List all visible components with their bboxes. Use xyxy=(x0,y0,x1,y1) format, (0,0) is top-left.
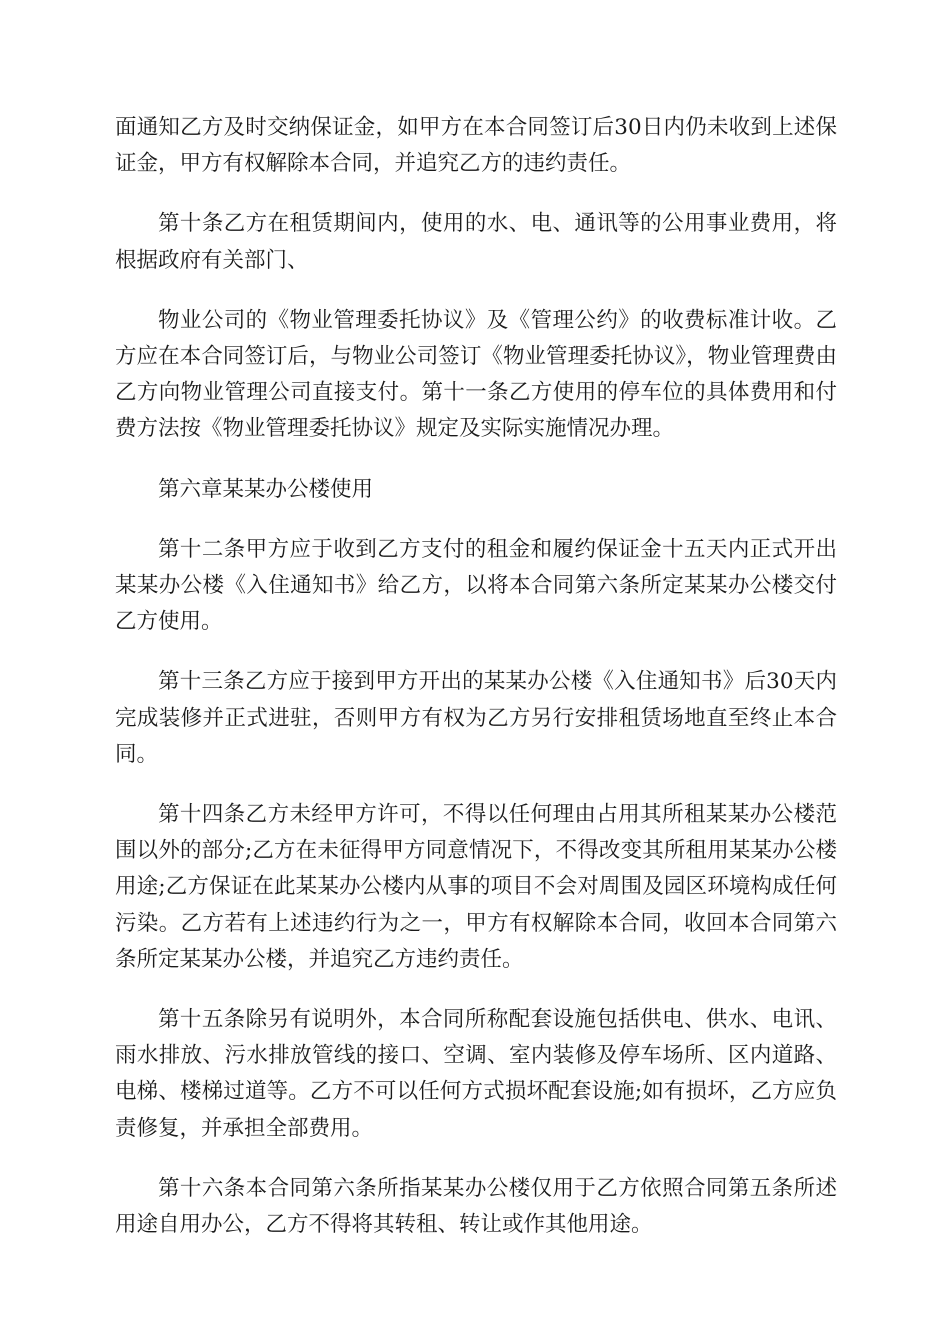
paragraph-article-13: 第十三条乙方应于接到甲方开出的某某办公楼《入住通知书》后30天内完成装修并正式进驻，否则甲方有权为乙方另行安排租赁场地直至终止本合同。 xyxy=(115,669,837,767)
paragraph-article-12: 第十二条甲方应于收到乙方支付的租金和履约保证金十五天内正式开出某某办公楼《入住通知书》给乙方，以将本合同第六条所定某某办公楼交付乙方使用。 xyxy=(115,536,837,635)
paragraph-article-14: 第十四条乙方未经甲方许可，不得以任何理由占用其所租某某办公楼范围以外的部分;乙方在未征得甲方同意情况下，不得改变其所租用某某办公楼用途;乙方保证在此某某办公楼内从事的项目不会对周围及园区环境构成任何污染。乙方若有上述违约行为之一，甲方有权解除本合同，收回本合同第六条所定某某办公楼，并追究乙方违约责任。 xyxy=(115,802,837,972)
paragraph-article-15: 第十五条除另有说明外，本合同所称配套设施包括供电、供水、电讯、雨水排放、污水排放管线的接口、空调、室内装修及停车场所、区内道路、电梯、楼梯过道等。乙方不可以任何方式损坏配套设施;如有损坏，乙方应负责修复，并承担全部费用。 xyxy=(115,1007,837,1141)
chapter-heading-6: 第六章某某办公楼使用 xyxy=(158,476,374,502)
document-body xyxy=(115,110,837,1267)
paragraph-deposit-notice: 面通知乙方及时交纳保证金，如甲方在本合同签订后30日内仍未收到上述保证金，甲方有权解除本合同，并追究乙方的违约责任。 xyxy=(115,115,837,177)
paragraph-property-fees: 物业公司的《物业管理委托协议》及《管理公约》的收费标准计收。乙方应在本合同签订后，与物业公司签订《物业管理委托协议》，物业管理费由乙方向物业管理公司直接支付。第十一条乙方使用的停车位的具体费用和付费方法按《物业管理委托协议》规定及实际实施情况办理。 xyxy=(115,307,837,442)
paragraph-article-10: 第十条乙方在租赁期间内，使用的水、电、通讯等的公用事业费用，将根据政府有关部门、 xyxy=(115,211,837,273)
paragraph-article-16: 第十六条本合同第六条所指某某办公楼仅用于乙方依照合同第五条所述用途自用办公，乙方不得将其转租、转让或作其他用途。 xyxy=(115,1175,837,1238)
